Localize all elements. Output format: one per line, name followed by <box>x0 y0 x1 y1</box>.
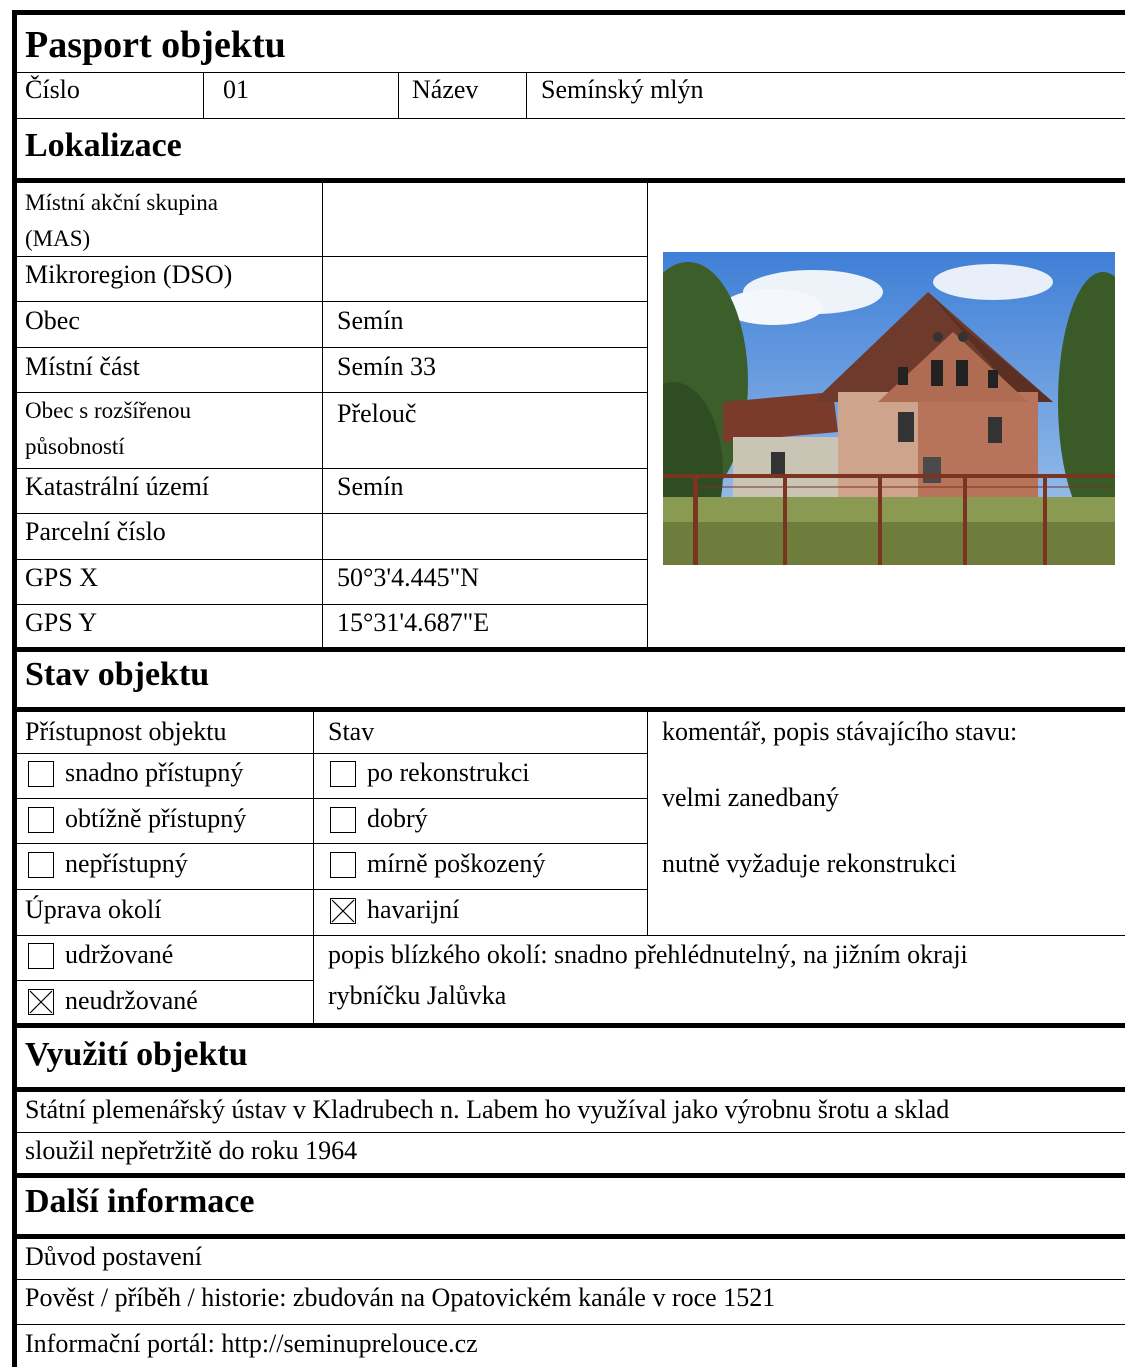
option-label: mírně poškozený <box>367 849 546 878</box>
building-photo <box>663 252 1115 565</box>
value-katastralni-uzemi: Semín <box>337 472 404 501</box>
checked-x-icon <box>29 990 53 1014</box>
option-label: po rekonstrukci <box>367 758 530 787</box>
label-gps-y: GPS Y <box>25 608 98 637</box>
vyuziti-line-2: sloužil nepřetržitě do roku 1964 <box>25 1136 358 1165</box>
checkbox-mirne-poskozeny[interactable] <box>330 852 356 878</box>
checkbox-obtizne-pristupny[interactable] <box>28 807 54 833</box>
section-heading-lokalizace: Lokalizace <box>25 127 182 164</box>
komentar-line-2: nutně vyžaduje rekonstrukci <box>662 849 957 878</box>
duvod-postaveni: Důvod postavení <box>25 1242 202 1271</box>
checkbox-nepristupny[interactable] <box>28 852 54 878</box>
label-obec: Obec <box>25 306 80 335</box>
okoli-line-2: rybníčku Jalůvka <box>328 981 507 1010</box>
label-mas: Místní akční skupina (MAS) <box>25 190 218 251</box>
section-heading-stav: Stav objektu <box>25 656 210 693</box>
option-label: havarijní <box>367 895 460 924</box>
label-mistni-cast: Místní část <box>25 352 140 381</box>
option-label: obtížně přístupný <box>65 804 247 833</box>
label-parcelni-cislo: Parcelní číslo <box>25 517 166 546</box>
cislo-value: 01 <box>223 75 249 104</box>
povest-pribeh-historie: Pověst / příběh / historie: zbudován na Opatovickém kanále v roce 1521 <box>25 1283 776 1312</box>
cislo-label: Číslo <box>25 75 80 104</box>
checkbox-dobry[interactable] <box>330 807 356 833</box>
checkbox-po-rekonstrukci[interactable] <box>330 761 356 787</box>
value-orp: Přelouč <box>337 399 417 428</box>
checkbox-snadno-pristupny[interactable] <box>28 761 54 787</box>
okoli-line-1: popis blízkého okolí: snadno přehlédnutelný, na jižním okraji <box>328 940 968 969</box>
option-label: dobrý <box>367 804 428 833</box>
value-obec: Semín <box>337 306 404 335</box>
value-gps-y: 15°31'4.687"E <box>337 608 490 637</box>
section-heading-vyuziti: Využití objektu <box>25 1036 248 1073</box>
pristupnost-label: Přístupnost objektu <box>25 717 227 746</box>
checkbox-udrzovane[interactable] <box>28 943 54 969</box>
label-gps-x: GPS X <box>25 563 98 592</box>
stav-label: Stav <box>328 717 375 746</box>
passport-document <box>12 10 1125 1367</box>
label-mikroregion: Mikroregion (DSO) <box>25 260 233 289</box>
checkbox-havarijni[interactable] <box>330 898 356 924</box>
nazev-label: Název <box>412 75 479 104</box>
komentar-line-1: velmi zanedbaný <box>662 783 839 812</box>
document-title: Pasport objektu <box>25 24 286 66</box>
option-label: snadno přístupný <box>65 758 244 787</box>
nazev-value: Semínský mlýn <box>541 75 704 104</box>
uprava-label: Úprava okolí <box>25 895 162 924</box>
komentar-label: komentář, popis stávajícího stavu: <box>662 717 1018 746</box>
option-label: neudržované <box>65 986 198 1015</box>
value-mistni-cast: Semín 33 <box>337 352 436 381</box>
checked-x-icon <box>331 899 355 923</box>
option-label: udržované <box>65 940 174 969</box>
label-orp: Obec s rozšířenou působností <box>25 398 192 459</box>
label-katastralni-uzemi: Katastrální území <box>25 472 210 501</box>
section-heading-dalsi: Další informace <box>25 1183 255 1220</box>
option-label: nepřístupný <box>65 849 188 878</box>
value-gps-x: 50°3'4.445"N <box>337 563 479 592</box>
divider <box>17 72 1125 73</box>
vyuziti-line-1: Státní plemenářský ústav v Kladrubech n. Labem ho využíval jako výrobnu šrotu a sklad <box>25 1095 950 1124</box>
checkbox-neudrzovane[interactable] <box>28 989 54 1015</box>
informacni-portal: Informační portál: http://seminuprelouce.cz <box>25 1329 478 1358</box>
